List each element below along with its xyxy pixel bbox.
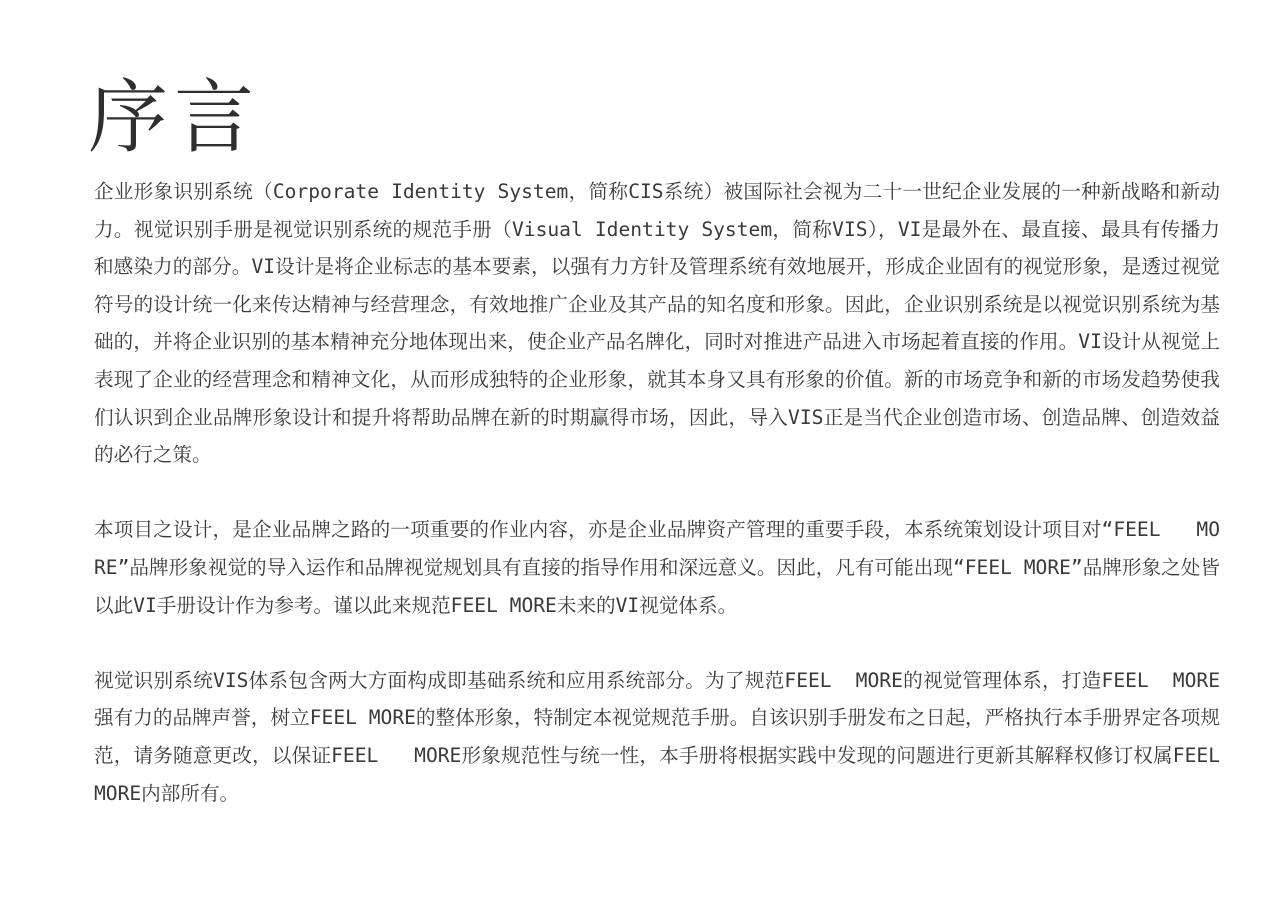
page-title: 序言	[88, 71, 260, 164]
paragraph-project: 本项目之设计，是企业品牌之路的一项重要的作业内容，亦是企业品牌资产管理的重要手段，本系统策划设计项目对“FEEL MORE”品牌形象视觉的导入运作和品牌视觉规划具有直接的指导作用和深远意义。因此，凡有可能出现“FEEL MORE”品牌形象之处皆以此VI手册设计作为参考。谨以此来规范FEEL MORE未来的VI视觉体系。	[94, 518, 1220, 617]
paragraph-intro: 企业形象识别系统（Corporate Identity System，简称CIS系统）被国际社会视为二十一世纪企业发展的一种新战略和新动力。视觉识别手册是视觉识别系统的规范手册（Visual Identity System，简称VIS），VI是最外在、最直接、最具有传播力和感染力的部分。VI设计是将企业标志的基本要素，以强有力方针及管理系统有效地展开，形成企业固有的视觉形象，是透过视觉符号的设计统一化来传达精神与经营理念，有效地推广企业及其产品的知名度和形象。因此，企业识别系统是以视觉识别系统为基础的，并将企业识别的基本精神充分地体现出来，使企业产品名牌化，同时对推进产品进入市场起着直接的作用。VI设计从视觉上表现了企业的经营理念和精神文化，从而形成独特的企业形象，就其本身又具有形象的价值。新的市场竞争和新的市场发趋势使我们认识到企业品牌形象设计和提升将帮助品牌在新的时期赢得市场，因此，导入VIS正是当代企业创造市场、创造品牌、创造效益的必行之策。	[94, 180, 1220, 467]
document-body	[94, 173, 1232, 812]
paragraph-vis-system: 视觉识别系统VIS体系包含两大方面构成即基础系统和应用系统部分。为了规范FEEL MORE的视觉管理体系，打造FEEL MORE强有力的品牌声誉，树立FEEL MORE的整体形象，特制定本视觉规范手册。自该识别手册发布之日起，严格执行本手册界定各项规范，请务随意更改，以保证FEEL MORE形象规范性与统一性，本手册将根据实践中发现的问题进行更新其解释权修订权属FEEL MORE内部所有。	[94, 668, 1232, 805]
